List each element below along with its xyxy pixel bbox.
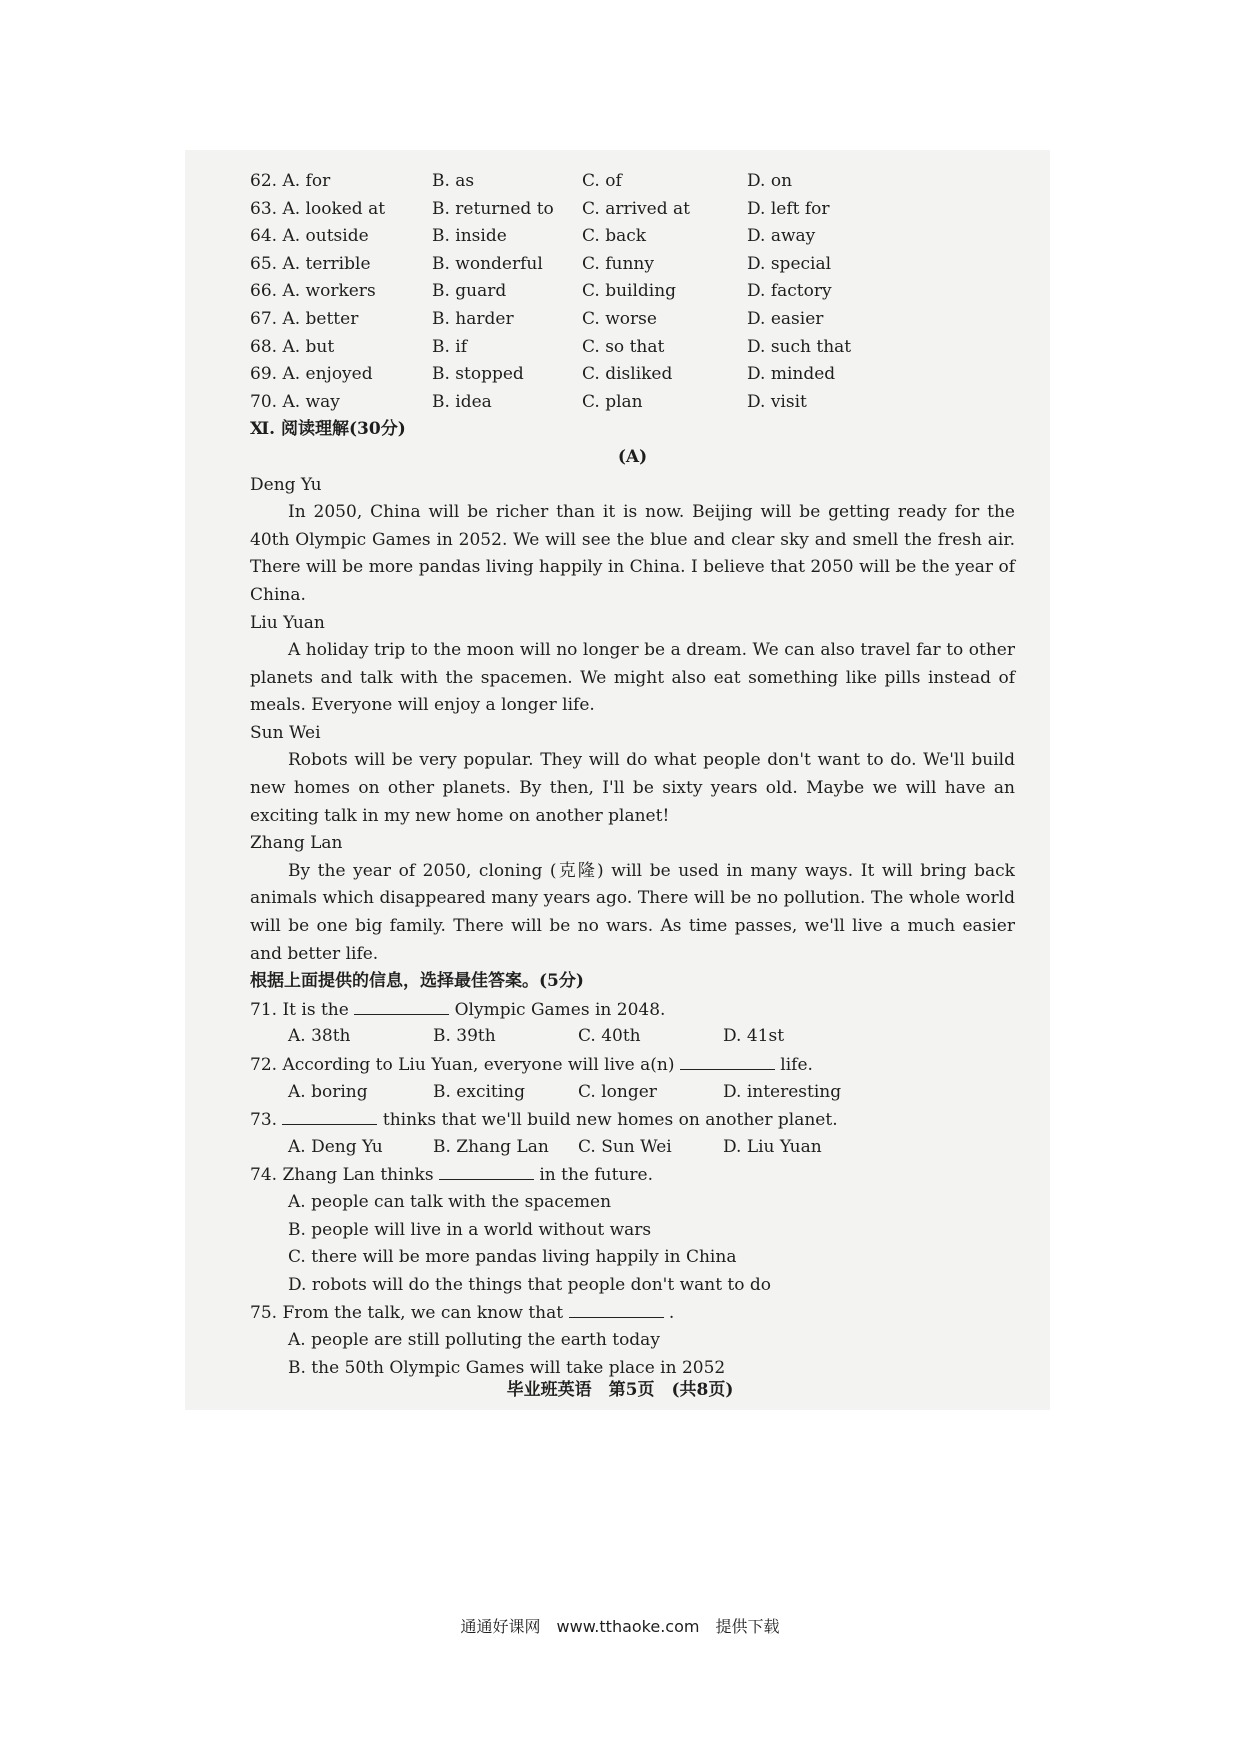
cloze-option: D. visit: [747, 391, 807, 412]
question-73: 73. thinks that we'll build new homes on another planet.: [250, 1106, 1015, 1134]
cloze-option: D. left for: [747, 198, 830, 219]
cloze-option: B. if: [432, 336, 468, 357]
cloze-option: B. inside: [432, 226, 507, 247]
cloze-option: C. building: [582, 281, 677, 302]
cloze-option-row: [250, 389, 1015, 417]
cloze-option: C. plan: [582, 391, 643, 412]
cloze-option-cell: [250, 196, 432, 224]
question-75: 75. From the talk, we can know that .: [250, 1299, 1015, 1327]
option: D. interesting: [723, 1081, 842, 1102]
option: D. 41st: [723, 1026, 785, 1047]
cloze-option: B. idea: [432, 391, 492, 412]
question-number: 63.: [250, 198, 278, 219]
cloze-option: C. arrived at: [582, 198, 690, 219]
cloze-option: D. easier: [747, 308, 824, 329]
question-number: 69.: [250, 364, 278, 385]
cloze-option-text: A. better: [282, 308, 359, 329]
exam-content: [250, 168, 1015, 1382]
answer-blank: [569, 1299, 664, 1318]
option: A. people can talk with the spacemen: [288, 1191, 612, 1212]
cloze-option: C. worse: [582, 308, 657, 329]
question-72: 72. According to Liu Yuan, everyone will live a(n) life.: [250, 1051, 1015, 1079]
cloze-option: B. returned to: [432, 198, 554, 219]
speaker-name: Sun Wei: [250, 722, 321, 743]
page-footer: 毕业班英语 第5页 (共8页): [506, 1380, 734, 1400]
cloze-option-row: [250, 306, 1015, 334]
cloze-option-cell: [250, 251, 432, 279]
cloze-option-text: A. outside: [282, 226, 369, 247]
question-71: 71. It is the Olympic Games in 2048.: [250, 996, 1015, 1024]
option: C. there will be more pandas living happily in China: [288, 1247, 737, 1268]
question-71-options: [250, 1023, 1015, 1051]
cloze-option: D. on: [747, 171, 793, 191]
option: A. 38th: [288, 1026, 351, 1047]
cloze-option-row: [250, 196, 1015, 224]
cloze-option-row: [250, 361, 1015, 389]
option: B. Zhang Lan: [433, 1136, 549, 1157]
section-heading: Ⅺ. 阅读理解(30分): [250, 419, 406, 440]
cloze-option: C. funny: [582, 253, 654, 274]
cloze-option: C. so that: [582, 336, 665, 357]
cloze-option-text: A. workers: [282, 281, 376, 302]
download-watermark: 通通好课网 www.tthaoke.com 提供下载: [460, 1617, 780, 1636]
cloze-option: C. disliked: [582, 364, 673, 385]
cloze-option-cell: [250, 361, 432, 389]
answer-blank: [282, 1106, 377, 1125]
speaker-name: Liu Yuan: [250, 612, 325, 633]
option: B. the 50th Olympic Games will take place in 2052: [288, 1357, 726, 1378]
speaker-text: In 2050, China will be richer than it is now. Beijing will be getting ready for the 40th Olympic Games in 2052. We will see the blue and clear sky and smell the fresh air. There will be more pandas living happily in China. I believe that 2050 will be the year of China.: [250, 502, 1015, 605]
option: A. boring: [288, 1081, 368, 1102]
cloze-option-cell: [250, 168, 432, 196]
speaker-text: By the year of 2050, cloning (克隆) will be used in many ways. It will bring back animals which disappeared many years ago. There will be no pollution. The whole world will be one big family. There will be no wars. As time passes, we'll live a much easier and better life.: [250, 860, 1015, 964]
cloze-option-cell: [250, 334, 432, 362]
option: A. people are still polluting the earth today: [288, 1329, 660, 1350]
cloze-option: B. guard: [432, 281, 507, 302]
option: C. Sun Wei: [578, 1136, 672, 1157]
cloze-option: B. as: [432, 171, 475, 191]
cloze-option-text: A. looked at: [282, 198, 386, 219]
cloze-option-text: A. for: [282, 171, 331, 191]
speaker-text: Robots will be very popular. They will do what people don't want to do. We'll build new homes on other planets. By then, I'll be sixty years old. Maybe we will have an exciting talk in my new home on another planet!: [250, 750, 1015, 826]
cloze-option-row: [250, 334, 1015, 362]
question-number: 62.: [250, 171, 278, 191]
cloze-option-cell: [250, 389, 432, 417]
speaker-text: A holiday trip to the moon will no longer be a dream. We can also travel far to other planets and talk with the spacemen. We might also eat something like pills instead of meals. Everyone will enjoy a longer life.: [250, 640, 1015, 716]
question-number: 64.: [250, 226, 278, 247]
cloze-options: [250, 168, 1015, 416]
cloze-option-row: [250, 251, 1015, 279]
cloze-option: C. back: [582, 226, 647, 247]
option: A. Deng Yu: [288, 1136, 383, 1157]
cloze-option: D. factory: [747, 281, 832, 302]
cloze-option: D. such that: [747, 336, 852, 357]
option: C. longer: [578, 1081, 657, 1102]
passage-label: (A): [617, 446, 648, 467]
question-number: 70.: [250, 391, 278, 412]
cloze-option-row: [250, 168, 1015, 196]
cloze-option-text: A. way: [282, 391, 340, 412]
cloze-option: D. away: [747, 226, 816, 247]
cloze-option-text: A. terrible: [282, 253, 371, 274]
option: B. exciting: [433, 1081, 526, 1102]
answer-blank: [439, 1161, 534, 1180]
cloze-option-cell: [250, 278, 432, 306]
answer-blank: [680, 1051, 775, 1070]
question-number: 66.: [250, 281, 278, 302]
instruction: 根据上面提供的信息，选择最佳答案。(5分): [250, 971, 584, 992]
question-number: 67.: [250, 308, 278, 329]
cloze-option: B. wonderful: [432, 253, 543, 274]
cloze-option-text: A. but: [282, 336, 335, 357]
option: B. 39th: [433, 1026, 496, 1047]
cloze-option: C. of: [582, 171, 622, 191]
cloze-option-row: [250, 278, 1015, 306]
option: D. robots will do the things that people don't want to do: [288, 1274, 772, 1295]
cloze-option: D. special: [747, 253, 832, 274]
question-number: 68.: [250, 336, 278, 357]
question-73-options: [250, 1134, 1015, 1162]
cloze-option-text: A. enjoyed: [282, 364, 373, 385]
cloze-option-cell: [250, 223, 432, 251]
option: B. people will live in a world without wars: [288, 1219, 652, 1240]
cloze-option-cell: [250, 306, 432, 334]
cloze-option: D. minded: [747, 364, 836, 385]
option: C. 40th: [578, 1026, 641, 1047]
cloze-option: B. stopped: [432, 364, 524, 385]
cloze-option-row: [250, 223, 1015, 251]
speaker-name: Zhang Lan: [250, 833, 343, 854]
answer-blank: [354, 996, 449, 1015]
speaker-name: Deng Yu: [250, 474, 322, 495]
question-number: 65.: [250, 253, 278, 274]
question-74: 74. Zhang Lan thinks in the future.: [250, 1161, 1015, 1189]
option: D. Liu Yuan: [723, 1136, 822, 1157]
cloze-option: B. harder: [432, 308, 514, 329]
question-72-options: [250, 1079, 1015, 1107]
